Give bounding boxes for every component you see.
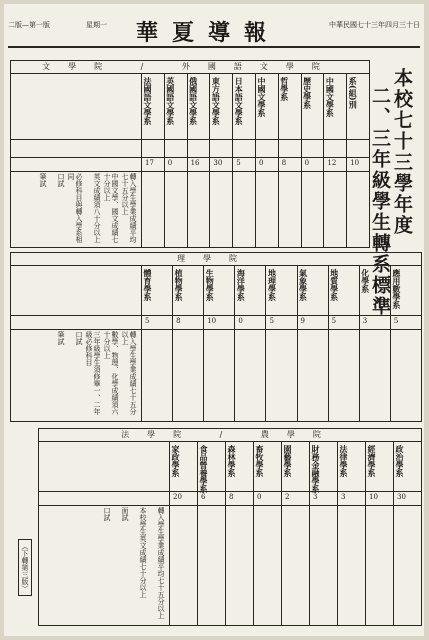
criteria-text: 三年級學生須修畢一、二年級必修科目: [85, 331, 101, 415]
criteria-text: 口試: [103, 507, 111, 521]
dept-name: 日本語文學系: [234, 77, 245, 125]
dept-name: 森林學系: [227, 445, 237, 477]
quota-count: 30: [397, 493, 406, 501]
dept-column: [265, 265, 297, 421]
quota-count: 6: [201, 493, 206, 501]
criteria-text: 本校學生英文成績七十分以上: [139, 507, 147, 598]
dept-column: [281, 441, 310, 625]
dept-name: 中國文學系: [257, 77, 267, 117]
dept-name: 英國語文學系: [165, 77, 176, 125]
dept-name: 體育學系: [143, 269, 153, 301]
quota-count: 20: [173, 493, 182, 501]
criteria-text: 筆試: [39, 173, 47, 187]
dept-column: [301, 73, 325, 247]
dept-name: 經濟學系: [367, 445, 377, 477]
dept-name: 化學系: [360, 269, 371, 293]
quota-count: 3: [362, 317, 368, 325]
dept-column: [169, 441, 198, 625]
criteria-text: 必修科目與轉入學系相同: [67, 173, 83, 243]
newspaper-title: 華夏導報: [136, 20, 281, 46]
dept-name: 財務金融學系: [311, 445, 321, 493]
dept-name: 系(組)別: [348, 77, 359, 109]
dept-column: [234, 265, 266, 421]
criteria-block: [11, 173, 141, 245]
quota-count: 30: [213, 159, 223, 167]
dept-column: [337, 441, 366, 625]
dept-column: [346, 73, 370, 247]
criteria-text: 轉入學生學業成績平均七十五分以上: [121, 173, 137, 243]
dept-name: 應用數學系: [391, 269, 402, 309]
dept-column: [225, 441, 254, 625]
quota-count: 8: [281, 159, 287, 167]
dept-name: 家政學系: [171, 445, 181, 477]
quota-count: 2: [285, 493, 290, 501]
date-label: 中華民國七十三年四月三十日: [329, 21, 420, 29]
criteria-text: 英文成績須八十分以上: [93, 173, 101, 243]
dept-name: 地理學系: [267, 269, 278, 301]
transfer-table-law-agriculture: [38, 428, 422, 626]
dept-name: 東方語文學系: [211, 77, 222, 125]
dept-name: 地質學系: [329, 269, 340, 301]
table-section-label: 文學院 / 外國語文學院: [11, 61, 369, 74]
dept-name: 政治學系: [395, 445, 405, 477]
transfer-table-liberal-arts: [10, 60, 370, 248]
dept-name: 畜牧學系: [255, 445, 265, 477]
criteria-text: 轉入學生學業成績七十五分以上: [121, 331, 137, 415]
dept-column: [323, 73, 347, 247]
quota-count: 10: [369, 493, 378, 501]
dept-name: 哲學系: [279, 77, 290, 101]
quota-count: 10: [207, 317, 217, 325]
quota-count: 12: [327, 159, 337, 167]
dept-column: [390, 265, 422, 421]
quota-count: 10: [350, 159, 360, 167]
quota-count: 5: [236, 159, 241, 167]
headline-line-1: 本校七十三學年度: [391, 68, 413, 236]
quota-count: 0: [167, 159, 173, 167]
criteria-text: 中國文學、國文成績七十分以上: [103, 173, 119, 243]
dept-column: [141, 73, 165, 247]
issue-label: 星期一: [86, 21, 107, 29]
quota-count: 5: [269, 317, 274, 325]
quota-count: 5: [331, 317, 337, 325]
dept-name: 生物學系: [205, 269, 216, 301]
dept-column: [172, 265, 204, 421]
dept-name: 園藝學系: [283, 445, 293, 477]
masthead: [8, 14, 420, 48]
quota-count: 3: [341, 493, 346, 501]
dept-column: [203, 265, 235, 421]
table-section-label: 法學院 / 農學院: [39, 429, 421, 442]
dept-column: [365, 441, 394, 625]
edition-label: 二版—第一版: [8, 21, 50, 29]
dept-column: [141, 265, 173, 421]
dept-column: [164, 73, 188, 247]
dept-column: [197, 441, 226, 625]
criteria-text: 口試: [57, 173, 65, 187]
headline-line-2: 二、三年級學生轉系標準: [369, 86, 391, 317]
dept-name: 法律學系: [339, 445, 349, 477]
quota-count: 16: [190, 159, 200, 167]
quota-count: 0: [304, 159, 310, 167]
dept-column: [328, 265, 360, 421]
quota-count: 9: [300, 317, 306, 325]
criteria-text: 面試: [121, 507, 129, 521]
quota-count: 17: [145, 159, 154, 167]
dept-column: [359, 265, 391, 421]
dept-column: [187, 73, 211, 247]
quota-count: 0: [257, 493, 262, 501]
criteria-block: [39, 507, 169, 623]
dept-column: [253, 441, 282, 625]
quota-count: 5: [145, 317, 150, 325]
dept-name: 中國文學系: [325, 77, 336, 117]
quota-count: 8: [176, 317, 181, 325]
dept-name: 海洋學系: [236, 269, 247, 301]
criteria-text: 數學、物理、化學成績須六十分以上: [103, 331, 119, 415]
quota-count: 5: [393, 317, 399, 325]
dept-name: 植物學系: [174, 269, 185, 301]
dept-column: [297, 265, 329, 421]
quota-count: 0: [259, 159, 264, 167]
criteria-text: 筆試: [57, 331, 65, 345]
dept-column: [309, 441, 338, 625]
quota-count: 0: [238, 317, 243, 325]
newspaper-page: [4, 4, 424, 636]
criteria-block: [11, 331, 141, 419]
dept-column: [393, 441, 422, 625]
dept-name: 歷史學系: [302, 77, 313, 109]
dept-name: 食品營養學系: [199, 445, 209, 493]
continued-note: （下轉第三版）: [18, 539, 32, 596]
dept-name: 法國語文學系: [143, 77, 153, 125]
dept-column: [278, 73, 302, 247]
criteria-text: 轉入學生學業成績平均七十五分以上: [157, 507, 165, 619]
dept-column: [255, 73, 279, 247]
transfer-table-science: [10, 252, 422, 422]
dept-column: [232, 73, 256, 247]
quota-count: 8: [229, 493, 234, 501]
quota-count: 3: [313, 493, 318, 501]
criteria-text: 口試: [75, 331, 83, 345]
dept-name: 氣象學系: [298, 269, 309, 301]
table-section-label: 理學院: [11, 253, 421, 266]
dept-name: 俄國語文學系: [188, 77, 199, 125]
dept-column: [209, 73, 233, 247]
